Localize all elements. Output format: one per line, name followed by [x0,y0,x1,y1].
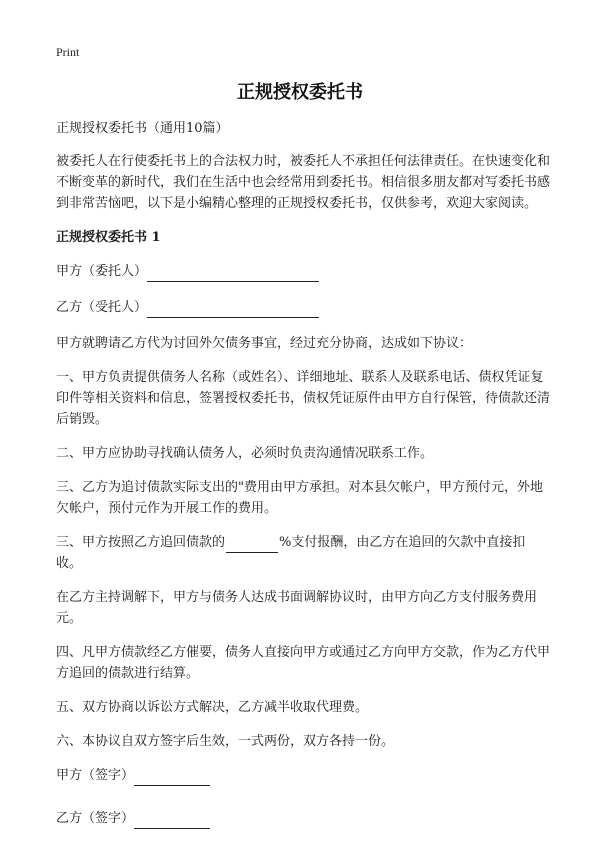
sign-b-row [56,808,550,829]
percentage-blank [226,537,278,553]
section-heading: 正规授权委托书 1 [56,230,161,245]
clause-3: 三、乙方为追讨债款实际支出的"费用由甲方承担。对本县欠帐户，甲方预付元，外地欠帐户，预付元作为开展工作的费用。 [56,480,543,516]
party-b-row [56,297,550,318]
clause-7: 六、本协议自双方签字后生效，一式两份，双方各持一份。 [56,734,395,749]
clause-6: 五、双方协商以诉讼方式解决，乙方减半收取代理费。 [56,700,369,715]
party-a-label: 甲方（委托人） [56,264,148,279]
clause-2: 二、甲方应协助寻找确认债务人，必须时负责沟通情况联系工作。 [56,446,434,461]
clause-5: 四、凡甲方债款经乙方催要，债务人直接向甲方或通过乙方向甲方交款，作为乙方代甲方追回的债款进行结算。 [56,645,551,681]
party-a-row [56,261,550,282]
clause-4-text-after: %支付报酬，由乙方在追回的欠款中直接扣收。 [56,535,526,571]
print-link[interactable]: Print [56,45,80,59]
document-subtitle: 正规授权委托书（通用10篇） [56,121,229,136]
clause-mediation: 在乙方主持调解下，甲方与债务人达成书面调解协议时，由甲方向乙方支付服务费用元。 [56,590,538,626]
document-title: 正规授权委托书 [237,82,363,103]
sign-a-label: 甲方（签字） [56,768,135,783]
clause-4-text-before: 三、甲方按照乙方追回债款的 [56,535,226,550]
sign-a-row [56,765,550,786]
agreement-intro: 甲方就聘请乙方代为讨回外欠债务事宜，经过充分协商，达成如下协议： [56,336,473,351]
sign-b-blank [134,813,210,829]
party-b-label: 乙方（受托人） [56,300,148,315]
clause-4 [56,532,550,574]
clause-1: 一、甲方负责提供债务人名称（或姓名）、详细地址、联系人及联系电话、债权凭证复印件等相关资料和信息，签署授权委托书，债权凭证原件由甲方自行保管，待债款还清后销毁。 [56,370,551,427]
intro-paragraph: 被委托人在行使委托书上的合法权力时，被委托人不承担任何法律责任。在快速变化和不断变革的新时代，我们在生活中也会经常用到委托书。相信很多朋友都对写委托书感到非常苦恼吧，以下是小编精心整理的正规授权委托书，仅供参考，欢迎大家阅读。 [56,154,551,211]
document-body [56,118,550,851]
sign-a-blank [134,770,210,786]
party-b-blank [147,302,319,318]
party-a-blank [147,266,319,282]
sign-b-label: 乙方（签字） [56,811,135,826]
